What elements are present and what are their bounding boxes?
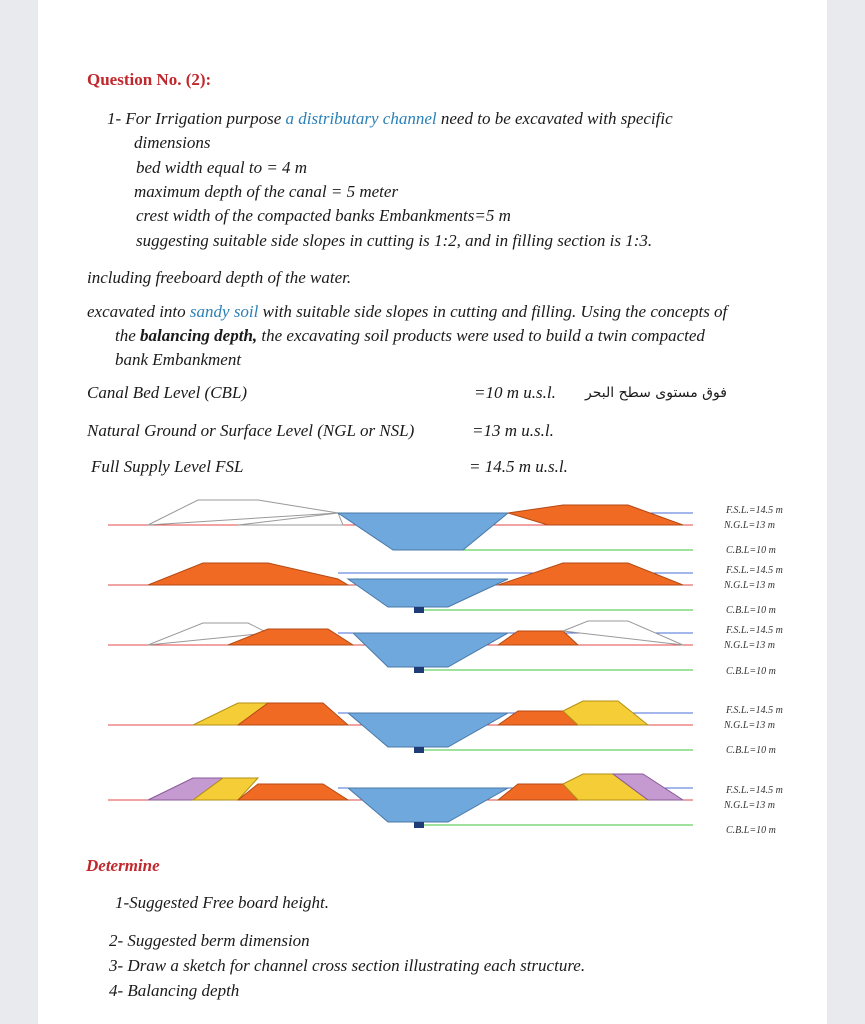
water-section [348,788,508,822]
cbl-arabic-note: فوق مستوى سطح البحر [585,385,727,401]
spec-max-depth: maximum depth of the canal = 5 meter [134,182,399,201]
spec-crest-width: crest width of the compacted banks Embankments=5 m [136,206,511,225]
bed-block [414,747,424,753]
ngl-label-5: N.G.L=13 m [724,800,775,811]
ngl-label: Natural Ground or Surface Level (NGL or NSL) [87,421,415,440]
document-page [38,0,827,1024]
para-line2 [115,326,705,346]
item1-post: need to be excavated with specific [440,109,673,128]
cbl-label-4: C.B.L=10 m [726,745,776,756]
water-section [353,633,508,667]
level-labels [723,505,783,836]
determine-item-3: 3- Draw a sketch for channel cross section illustrating each structure. [109,956,586,975]
para-line2-post: the excavating soil products were used to build a twin compacted [261,326,705,345]
distributary-link: a distributary channel [285,109,437,128]
water-section [348,713,508,747]
embankment-left [238,784,348,800]
para-pre: excavated into [87,302,186,321]
para-post: with suitable side slopes in cutting and filling. Using the concepts of [262,302,728,321]
freeboard-text: including freeboard depth of the water. [87,268,352,287]
embankment-right [508,505,683,525]
fsl-label-4: F.S.L.=14.5 m [726,705,783,716]
balancing-depth-term: balancing depth, [140,326,258,345]
cbl-label-1: C.B.L=10 m [726,545,776,556]
cbl-label-3: C.B.L=10 m [726,666,776,677]
para-line2-pre: the [115,326,136,345]
spec-side-slopes: suggesting suitable side slopes in cutting is 1:2, and in filling section is 1:3. [136,231,653,250]
determine-item-1: 1-Suggested Free board height. [115,893,330,912]
para-line3: bank Embankment [115,350,242,369]
cross-section-diagram [108,495,788,840]
cbl-label-5: C.B.L=10 m [726,825,776,836]
cross-section-2 [108,563,693,613]
ngl-label-3: N.G.L=13 m [724,640,775,651]
embankment-left [148,563,348,585]
spec-bed-width: bed width equal to = 4 m [136,158,308,177]
item1-num: 1- [107,109,122,128]
item1-line [107,109,673,129]
para-line1 [87,302,727,322]
ngl-label-4: N.G.L=13 m [724,720,775,731]
sandy-soil-link: sandy soil [189,302,259,321]
fsl-label-1: F.S.L.=14.5 m [726,505,783,516]
fsl-label-5: F.S.L.=14.5 m [726,785,783,796]
determine-heading: Determine [86,856,160,875]
fsl-label-2: F.S.L.=14.5 m [726,565,783,576]
cross-section-5 [108,774,693,828]
fsl-value: = 14.5 m u.s.l. [469,457,568,476]
cross-section-1 [108,500,693,550]
bed-block [414,822,424,828]
fsl-label-3: F.S.L.=14.5 m [726,625,783,636]
water-section [348,579,508,607]
ngl-value: =13 m u.s.l. [472,421,554,440]
ngl-label-2: N.G.L=13 m [724,580,775,591]
question-title: Question No. (2): [87,70,212,89]
cbl-label-2: C.B.L=10 m [726,605,776,616]
bed-block [414,667,424,673]
item1-pre: For Irrigation purpose [125,109,282,128]
item1-line2: dimensions [134,133,211,152]
embankment-right [498,563,683,585]
determine-item-4: 4- Balancing depth [109,981,240,1000]
cbl-value: =10 m u.s.l. [474,383,556,402]
ngl-label-1: N.G.L=13 m [724,520,775,531]
water-section [338,513,508,550]
cross-section-3 [108,621,693,673]
fsl-label: Full Supply Level FSL [91,457,244,476]
determine-item-2: 2- Suggested berm dimension [109,931,310,950]
cbl-label: Canal Bed Level (CBL) [87,383,248,402]
bed-block [414,607,424,613]
cross-section-4 [108,701,693,753]
